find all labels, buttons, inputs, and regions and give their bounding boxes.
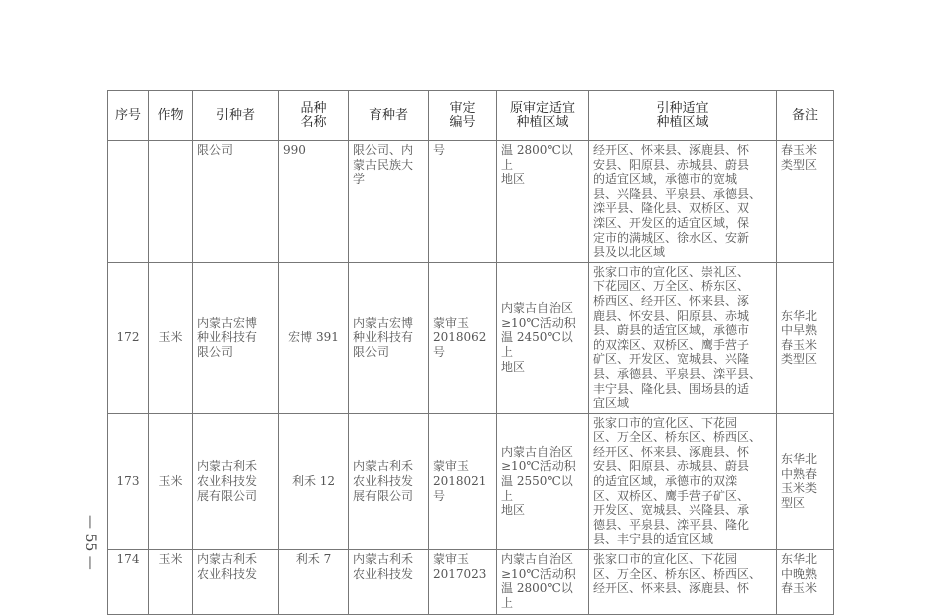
table-cell: 东华北 中早熟 春玉米 类型区 bbox=[777, 262, 834, 413]
table-cell bbox=[108, 141, 149, 263]
table-cell: 张家口市的宣化区、下花园 区、万全区、桥东区、桥西区、 经开区、怀来县、涿鹿县、怀 安县、阳原县、赤城县、蔚县 的适宜区域，承德市的双滦 区、双桥区、鹰手营子矿区、 开发区、宽城县、兴隆县、承 德县、平泉县、滦平县、隆化 县、丰宁县的适宜区域 bbox=[589, 413, 777, 549]
table-cell: 限公司、内 蒙古民族大 学 bbox=[349, 141, 429, 263]
table-cell: 172 bbox=[108, 262, 149, 413]
table-cell: 东华北 中晚熟 春玉米 bbox=[777, 550, 834, 615]
column-header: 引种者 bbox=[193, 91, 279, 141]
table-cell: 春玉米 类型区 bbox=[777, 141, 834, 263]
table-cell: 内蒙古自治区 ≥10℃活动积 温 2800℃以上 bbox=[497, 550, 589, 615]
table-cell: 内蒙古利禾 农业科技发 展有限公司 bbox=[349, 413, 429, 549]
column-header: 育种者 bbox=[349, 91, 429, 141]
table-cell: 经开区、怀来县、涿鹿县、怀 安县、阳原县、赤城县、蔚县 的适宜区域，承德市的宽城 县、兴隆县、平泉县、承德县、 滦平县、隆化县、双桥区、双 滦区、开发区的适宜区域，保 定市的满城区、徐水区、安新 县及以北区域 bbox=[589, 141, 777, 263]
table-cell: 内蒙古利禾 农业科技发 bbox=[193, 550, 279, 615]
table-cell: 内蒙古利禾 农业科技发 展有限公司 bbox=[193, 413, 279, 549]
table-cell: 利禾 7 bbox=[279, 550, 349, 615]
table-cell: 玉米 bbox=[149, 413, 193, 549]
table-cell: 张家口市的宣化区、下花园 区、万全区、桥东区、桥西区、 经开区、怀来县、涿鹿县、怀 bbox=[589, 550, 777, 615]
table-cell: 玉米 bbox=[149, 262, 193, 413]
table-cell bbox=[149, 141, 193, 263]
table-cell: 蒙审玉 2017023 bbox=[429, 550, 497, 615]
column-header: 审定 编号 bbox=[429, 91, 497, 141]
table-cell: 内蒙古自治区 ≥10℃活动积 温 2550℃以上 地区 bbox=[497, 413, 589, 549]
table-cell: 宏博 391 bbox=[279, 262, 349, 413]
table-cell: 蒙审玉 2018021 号 bbox=[429, 413, 497, 549]
table-cell: 温 2800℃以上 地区 bbox=[497, 141, 589, 263]
table-row bbox=[108, 413, 834, 549]
table-cell: 玉米 bbox=[149, 550, 193, 615]
table-cell: 内蒙古宏博 种业科技有 限公司 bbox=[349, 262, 429, 413]
variety-table bbox=[107, 90, 834, 615]
column-header: 备注 bbox=[777, 91, 834, 141]
column-header: 引种适宜 种植区域 bbox=[589, 91, 777, 141]
column-header: 作物 bbox=[149, 91, 193, 141]
column-header: 品种 名称 bbox=[279, 91, 349, 141]
column-header: 序号 bbox=[108, 91, 149, 141]
page-number: — 55 — bbox=[82, 515, 98, 570]
table-header bbox=[108, 91, 834, 141]
table-cell: 内蒙古自治区 ≥10℃活动积 温 2450℃以上 地区 bbox=[497, 262, 589, 413]
table-cell: 990 bbox=[279, 141, 349, 263]
table-row bbox=[108, 550, 834, 615]
table-cell: 内蒙古宏博 种业科技有 限公司 bbox=[193, 262, 279, 413]
table-cell: 限公司 bbox=[193, 141, 279, 263]
table-cell: 张家口市的宣化区、崇礼区、 下花园区、万全区、桥东区、 桥西区、经开区、怀来县、涿 鹿县、怀安县、阳原县、赤城 县、蔚县的适宜区域，承德市 的双滦区、双桥区、鹰手营子 矿区、开发区、宽城县、兴隆 县、承德县、平泉县、滦平县、 丰宁县、隆化县、围场县的适 宜区域 bbox=[589, 262, 777, 413]
column-header: 原审定适宜 种植区域 bbox=[497, 91, 589, 141]
table-cell: 174 bbox=[108, 550, 149, 615]
table-cell: 蒙审玉 2018062 号 bbox=[429, 262, 497, 413]
table-row bbox=[108, 262, 834, 413]
table-row bbox=[108, 141, 834, 263]
table-cell: 号 bbox=[429, 141, 497, 263]
table-cell: 东华北 中熟春 玉米类 型区 bbox=[777, 413, 834, 549]
table-cell: 利禾 12 bbox=[279, 413, 349, 549]
table-cell: 173 bbox=[108, 413, 149, 549]
table-cell: 内蒙古利禾 农业科技发 bbox=[349, 550, 429, 615]
